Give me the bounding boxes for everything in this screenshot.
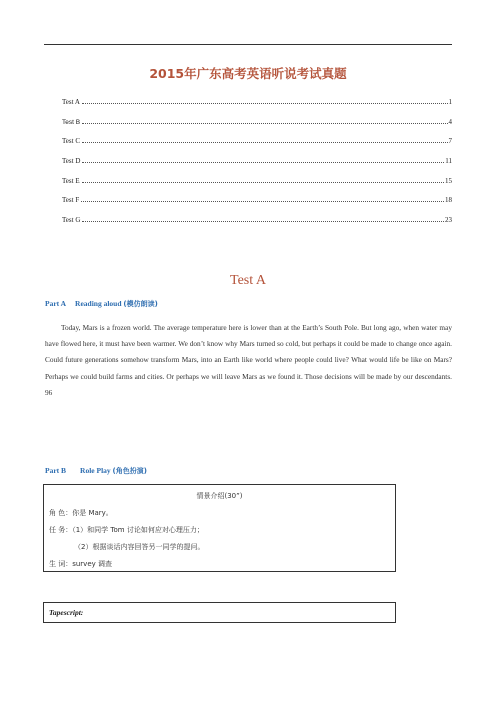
toc-leader [82, 142, 448, 143]
scenario-task-1: 任 务：（1）和同学 Tom 讨论如何应对心理压力； [49, 526, 204, 534]
toc-page: 1 [448, 98, 452, 106]
toc-entry[interactable] [62, 216, 452, 236]
toc-label: Test B [62, 118, 81, 126]
toc-entry[interactable] [62, 98, 452, 118]
toc-entry[interactable] [62, 196, 452, 216]
toc-page: 15 [445, 176, 452, 185]
part-a-cn: (模仿朗读) [123, 300, 158, 308]
toc-entry[interactable] [62, 157, 452, 177]
reading-passage: Today, Mars is a frozen world. The average temperature here is lower than at the Earth’s South Pole. But long ago, when water may have flowed here, it must have been warmer. We don’t know why Mars turned so cold, but perhaps it could be made to change once again. Could future generations somehow transform Mars, into an Earth like world where people could live? What would life be like on Mars? Perhaps we could build farms and cities. Or perhaps we will leave Mars as we found it. Those decisions will be made by our descendants. 96 [45, 323, 452, 397]
scenario-box [43, 484, 396, 572]
toc-leader [81, 201, 444, 202]
document-title: 2015年广东高考英语听说考试真题 [149, 66, 347, 81]
toc-label: Test A [62, 98, 80, 106]
tapescript-box [43, 602, 396, 623]
toc-label: Test E [62, 176, 80, 185]
part-b-heading [45, 466, 147, 476]
toc-page: 7 [448, 137, 452, 146]
scenario-title: 情景介绍(30”) [196, 492, 243, 500]
toc-entry[interactable] [62, 177, 452, 197]
toc-entry[interactable] [62, 137, 452, 157]
scenario-task-2: （2）根据谈话内容回答另一同学的提问。 [74, 543, 205, 551]
toc-leader [82, 182, 444, 183]
toc-page: 18 [445, 196, 452, 205]
toc-leader [82, 103, 448, 104]
part-a-heading [45, 299, 158, 309]
scenario-vocab: 生 词：survey 调查 [49, 560, 113, 568]
toc-leader [82, 221, 444, 222]
toc-label: Test C [62, 137, 80, 146]
part-b-title: Role Play [80, 466, 111, 475]
toc-label: Test G [62, 216, 81, 225]
toc-page: 23 [445, 216, 452, 225]
table-of-contents [62, 98, 452, 236]
toc-entry[interactable] [62, 118, 452, 138]
part-a-label: Part A [45, 299, 67, 308]
toc-label: Test F [62, 196, 80, 205]
tapescript-label: Tapescript: [49, 608, 84, 617]
toc-page: 11 [445, 157, 452, 166]
part-b-cn: (角色扮演) [112, 467, 147, 475]
scenario-role: 角 色：你是 Mary。 [49, 509, 113, 517]
toc-leader [82, 162, 444, 163]
part-a-title: Reading aloud [75, 299, 122, 308]
section-title: Test A [230, 273, 266, 288]
toc-page: 4 [448, 117, 452, 126]
part-b-label: Part B [45, 466, 67, 475]
toc-leader [82, 123, 447, 124]
header-rule [44, 44, 452, 45]
toc-label: Test D [62, 157, 81, 166]
